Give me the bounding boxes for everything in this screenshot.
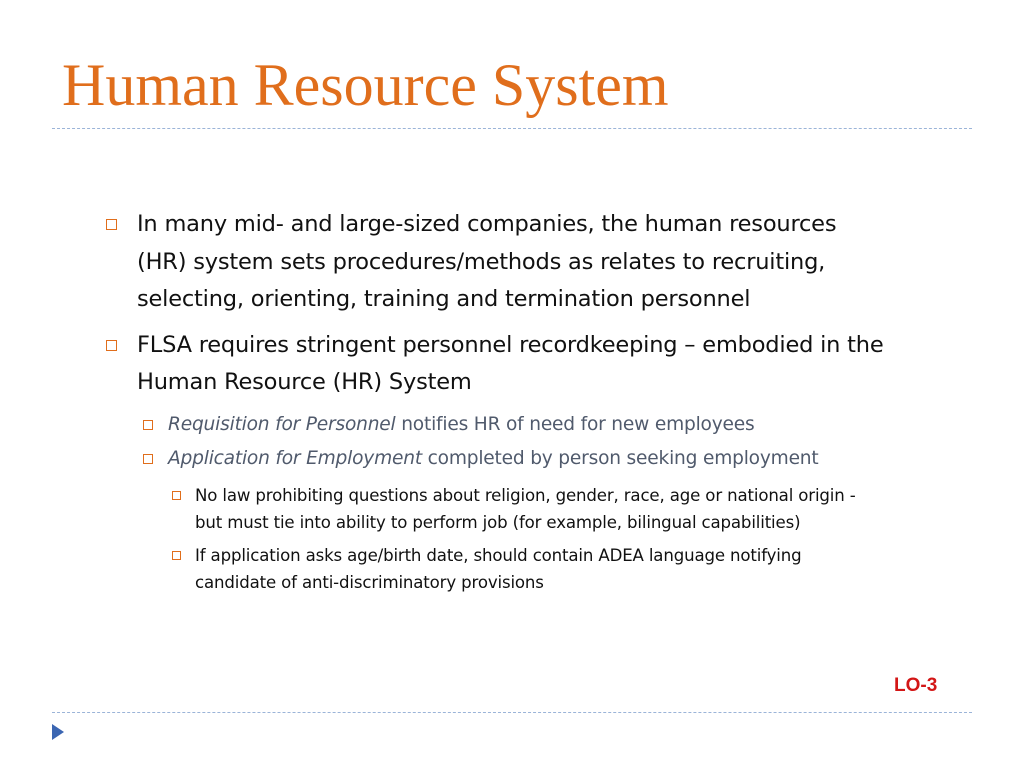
square-bullet-icon bbox=[170, 482, 182, 509]
form-name-application: Application for Employment bbox=[168, 447, 422, 469]
learning-objective-tag: LO-3 bbox=[894, 675, 938, 696]
sub-bullet-application bbox=[142, 444, 884, 474]
title-divider bbox=[52, 128, 972, 129]
bullet-text: In many mid- and large-sized companies, the human resources (HR) system sets procedures/methods as relates to recruiting, selecting, orienting, training and termination personnel bbox=[137, 211, 837, 312]
sub-sub-bullet-adea bbox=[170, 542, 884, 596]
sub-sub-bullet-no-law bbox=[170, 482, 884, 536]
slide-title: Human Resource System bbox=[62, 52, 669, 118]
slide-body bbox=[104, 206, 884, 602]
square-bullet-icon bbox=[142, 410, 154, 440]
sub-bullet-requisition bbox=[142, 410, 884, 440]
square-bullet-icon bbox=[104, 327, 118, 365]
bullet-text: No law prohibiting questions about religion, gender, race, age or national origin - but must tie into ability to perform job (for example, bilingual capabilities) bbox=[195, 485, 856, 532]
play-arrow-icon[interactable] bbox=[52, 724, 64, 740]
bullet-flsa-recordkeeping bbox=[104, 327, 884, 402]
bullet-text: notifies HR of need for new employees bbox=[395, 413, 755, 435]
square-bullet-icon bbox=[104, 206, 118, 244]
bullet-text: FLSA requires stringent personnel recordkeeping – embodied in the Human Resource (HR) System bbox=[137, 331, 884, 395]
footer-divider bbox=[52, 712, 972, 713]
square-bullet-icon bbox=[170, 542, 182, 569]
bullet-text: If application asks age/birth date, should contain ADEA language notifying candidate of anti-discriminatory provisions bbox=[195, 545, 802, 592]
form-name-requisition: Requisition for Personnel bbox=[168, 413, 396, 435]
bullet-hr-system-overview bbox=[104, 206, 884, 319]
square-bullet-icon bbox=[142, 444, 154, 474]
bullet-text: completed by person seeking employment bbox=[421, 447, 819, 469]
